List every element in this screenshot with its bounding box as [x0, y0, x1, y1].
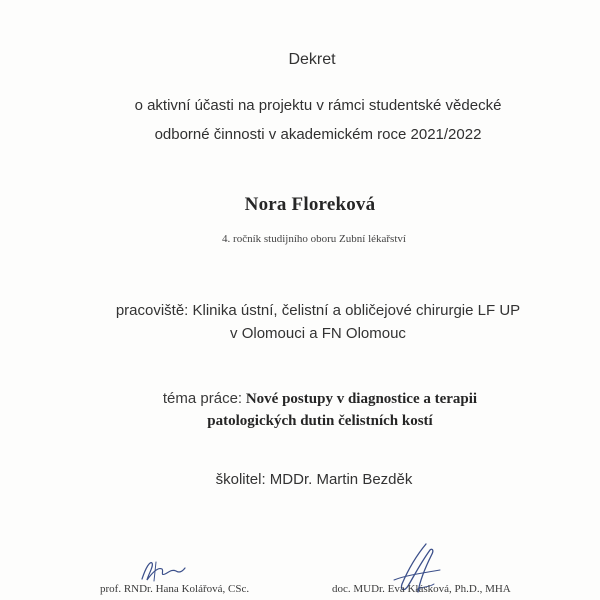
topic-line-1: [20, 390, 600, 408]
signature-left-icon: [138, 553, 188, 587]
signatory-name-left: prof. RNDr. Hana Kolářová, CSc.: [100, 583, 250, 595]
student-name: Nora Floreková: [244, 194, 376, 215]
topic-label: téma práce:: [162, 390, 243, 407]
supervisor: školitel: MDDr. Martin Bezděk: [215, 471, 413, 488]
document-title: Dekret: [288, 51, 336, 68]
workplace-line-2: v Olomouci a FN Olomouc: [230, 325, 406, 342]
topic-title-part-2: patologických dutin čelistních kostí: [207, 413, 433, 429]
topic-line-2: [20, 413, 600, 430]
workplace-line-1: pracoviště: Klinika ústní, čelistní a obličejové chirurgie LF UP: [115, 302, 521, 319]
subtitle-line-1: o aktivní účasti na projektu v rámci studentské vědecké: [134, 97, 502, 114]
topic-title-part-1: Nové postupy v diagnostice a terapii: [245, 391, 478, 407]
study-info: 4. ročník studijního oboru Zubní lékařství: [222, 233, 406, 245]
signatory-name-right: doc. MUDr. Eva Klásková, Ph.D., MHA: [332, 583, 511, 595]
subtitle-line-2: odborné činnosti v akademickém roce 2021/2022: [154, 126, 482, 143]
